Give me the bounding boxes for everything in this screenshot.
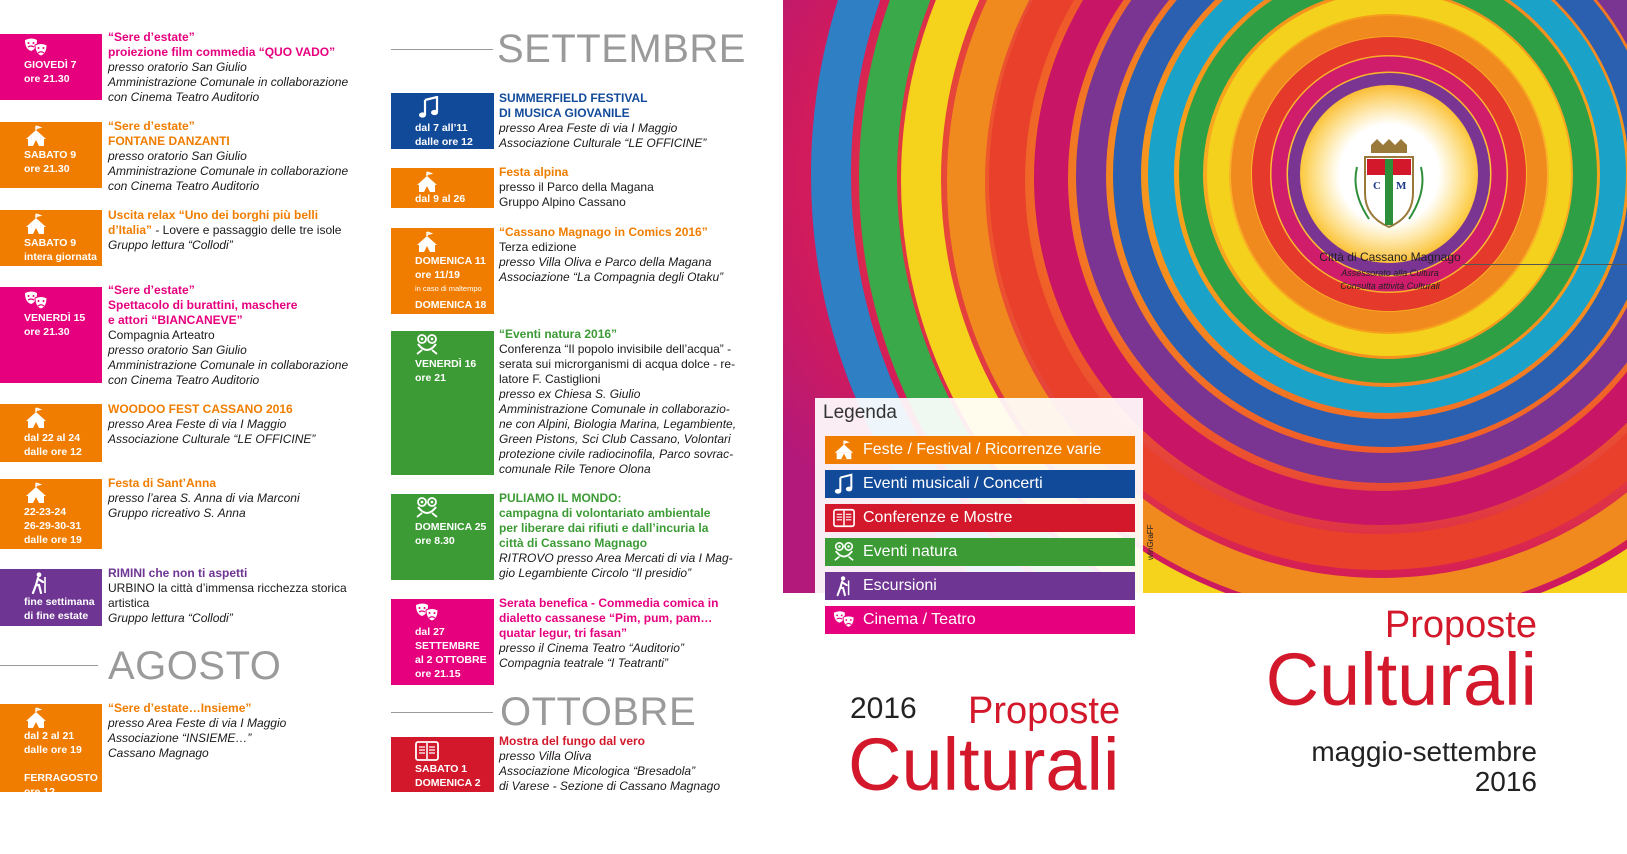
legend-item-natura	[825, 538, 1135, 566]
event-line: Gruppo ricreativo S. Anna	[108, 506, 246, 520]
event-line: con Cinema Teatro Auditorio	[108, 179, 260, 193]
event-entry	[108, 283, 368, 388]
tent-icon	[415, 231, 439, 253]
divider	[1462, 264, 1627, 265]
event-title: “Sere d’estate…Insieme”	[108, 701, 252, 715]
legend-item-feste	[825, 436, 1135, 464]
event-date-box	[0, 704, 102, 798]
tent-icon	[415, 171, 439, 193]
event-entry	[499, 734, 757, 794]
legend-item-conferenze	[825, 504, 1135, 532]
event-title: WOODOO FEST CASSANO 2016	[108, 402, 293, 416]
event-line: Gruppo lettura “Collodi”	[108, 611, 233, 625]
event-line: ne con Alpini, Biologia Marina, Legambiente,	[499, 417, 737, 431]
event-line: Gruppo lettura “Collodi”	[108, 238, 233, 252]
credit-text: wInGraFF	[1146, 524, 1155, 560]
event-date-box	[0, 122, 102, 188]
svg-text:C: C	[1373, 180, 1381, 192]
event-date: SABATO 1 DOMENICA 2	[415, 763, 481, 789]
frog-icon	[415, 497, 439, 519]
event-date-box	[0, 404, 102, 462]
event-line: Green Pistons, Sci Club Cassano, Volontari	[499, 432, 731, 446]
legend-label: Eventi natura	[863, 543, 958, 560]
legend-label: Escursioni	[863, 577, 937, 594]
event-title: Festa di Sant’Anna	[108, 476, 217, 490]
tent-icon	[24, 707, 48, 729]
event-line: di Varese - Sezione di Cassano Magnago	[499, 779, 721, 793]
event-date: VENERDÌ 15 ore 21.30	[24, 312, 86, 338]
event-date: dal 9 al 26	[415, 193, 466, 205]
event-date: GIOVEDÌ 7 ore 21.30	[24, 59, 77, 85]
book-icon	[415, 740, 439, 762]
month-rule	[391, 49, 493, 50]
event-line: presso Villa Oliva	[499, 749, 592, 763]
event-date-box	[391, 737, 494, 792]
event-title: “Sere d’estate” Spettacolo di burattini, maschere e attori “BIANCANEVE”	[108, 283, 298, 327]
event-line: Amministrazione Comunale in collaborazione	[108, 75, 349, 89]
event-title: “Sere d’estate” FONTANE DANZANTI	[108, 119, 230, 148]
event-entry	[108, 476, 368, 521]
legend-item-cinema	[825, 606, 1135, 634]
event-title: PULIAMO IL MONDO: campagna di volontariato ambientale per liberare dai rifiuti e dall’incuria la città di Cassano Magnago	[499, 491, 711, 550]
event-date-box	[391, 599, 494, 685]
event-line: Gruppo Alpino Cassano	[499, 195, 626, 209]
event-date: 22-23-24 26-29-30-31 dalle ore 19	[24, 506, 82, 546]
event-entry	[108, 119, 368, 194]
event-title: Mostra del fungo dal vero	[499, 734, 646, 748]
event-date: SABATO 9 ore 21.30	[24, 149, 77, 175]
event-line: presso oratorio San Giulio	[108, 149, 247, 163]
cover-title-top: Proposte	[1384, 604, 1537, 646]
month-heading-agosto: AGOSTO	[108, 644, 282, 688]
event-date: DOMENICA 18	[415, 299, 487, 311]
month-heading-settembre: SETTEMBRE	[497, 27, 746, 71]
event-line: presso Villa Oliva e Parco della Magana	[499, 255, 712, 269]
office-name: Assessorato alla Cultura	[1341, 268, 1439, 278]
event-date: dal 22 al 24 dalle ore 12	[24, 432, 82, 458]
legend-label: Feste / Festival / Ricorrenze varie	[863, 441, 1102, 458]
event-line: Amministrazione Comunale in collaborazio-	[499, 402, 730, 416]
month-heading-ottobre: OTTOBRE	[500, 690, 697, 734]
event-line: Associazione Culturale “LE OFFICINE”	[108, 432, 316, 446]
event-entry	[499, 165, 757, 210]
event-date: fine settimana di fine estate	[24, 596, 95, 622]
event-line: con Cinema Teatro Auditorio	[108, 373, 260, 387]
tent-icon	[24, 213, 48, 235]
event-line: presso oratorio San Giulio	[108, 60, 247, 74]
event-entry	[499, 491, 757, 581]
event-date: DOMENICA 11 ore 11/19	[415, 255, 486, 281]
event-line: latore F. Castiglioni	[499, 372, 601, 386]
event-date-box	[391, 228, 494, 314]
event-line: Amministrazione Comunale in collaborazione	[108, 164, 349, 178]
hiker-icon	[833, 575, 855, 597]
event-line: presso oratorio San Giulio	[108, 343, 247, 357]
event-line: Compagnia teatrale “I Teatranti”	[499, 656, 668, 670]
event-entry	[499, 327, 757, 477]
event-line: Amministrazione Comunale in collaborazione	[108, 358, 349, 372]
event-entry	[108, 701, 368, 761]
legend-label: Cinema / Teatro	[863, 611, 976, 628]
event-date: dal 27 SETTEMBRE al 2 OTTOBRE ore 21.15	[415, 626, 487, 680]
frog-icon	[833, 541, 855, 563]
event-title: “Eventi natura 2016”	[499, 327, 618, 341]
event-date-box	[391, 494, 494, 580]
event-title: SUMMERFIELD FESTIVAL DI MUSICA GIOVANILE	[499, 91, 648, 120]
event-line: presso il Cinema Teatro “Auditorio”	[499, 641, 684, 655]
event-date-box	[0, 287, 102, 383]
legend-label: Eventi musicali / Concerti	[863, 475, 1043, 492]
back-title-big: Culturali	[848, 723, 1120, 806]
music-note-icon	[417, 96, 441, 118]
book-icon	[833, 507, 855, 529]
event-line: RITROVO presso Area Mercati di via I Mag-	[499, 551, 733, 565]
event-title-suffix: - Lovere e passaggio delle tre isole	[152, 223, 342, 237]
event-line: gio Legambiente Circolo “Il presidio”	[499, 566, 692, 580]
month-rule	[0, 665, 98, 666]
event-date-box	[391, 168, 494, 208]
theater-masks-icon	[24, 37, 48, 59]
event-title: “Cassano Magnago in Comics 2016”	[499, 225, 708, 239]
event-date: VENERDÌ 16 ore 21	[415, 358, 477, 384]
event-line: presso Area Feste di via I Maggio	[108, 417, 287, 431]
event-entry	[108, 402, 368, 447]
coat-of-arms-icon	[1349, 137, 1429, 232]
event-line: con Cinema Teatro Auditorio	[108, 90, 260, 104]
event-line: comunale Rile Tenore Olona	[499, 462, 651, 476]
event-date: SABATO 9 intera giornata	[24, 237, 97, 263]
event-date-box	[0, 210, 102, 266]
month-rule	[391, 712, 493, 713]
office-name: Consulta attività Culturali	[1340, 281, 1440, 291]
music-note-icon	[833, 473, 855, 495]
tent-icon	[24, 407, 48, 429]
event-date: dal 7 all’11 dalle ore 12	[415, 122, 473, 148]
theater-masks-icon	[24, 290, 48, 312]
event-line: Associazione “INSIEME…”	[108, 731, 252, 745]
event-date-box	[391, 331, 494, 475]
tent-icon	[24, 482, 48, 504]
back-year: 2016	[850, 692, 917, 725]
event-entry	[108, 30, 368, 105]
event-title: Festa alpina	[499, 165, 569, 179]
theater-masks-icon	[833, 609, 855, 631]
legend-item-escursioni	[825, 572, 1135, 600]
event-date-box	[0, 569, 102, 626]
event-entry	[499, 596, 757, 671]
legend-label: Conferenze e Mostre	[863, 509, 1013, 526]
event-line: serata sui microrganismi di acqua dolce - re-	[499, 357, 736, 371]
event-date-box	[0, 479, 102, 549]
cover-period: maggio-settembre	[1311, 736, 1537, 767]
event-line: presso ex Chiesa S. Giulio	[499, 387, 641, 401]
event-line: Associazione Culturale “LE OFFICINE”	[499, 136, 707, 150]
cover-year: 2016	[1474, 766, 1537, 797]
event-title: Uscita relax “Uno dei borghi più belli d’Italia”	[108, 208, 319, 237]
event-date-note: in caso di maltempo	[415, 284, 482, 293]
event-line: presso l’area S. Anna di via Marconi	[108, 491, 300, 505]
event-line: artistica	[108, 596, 150, 610]
event-line: Associazione Micologica “Bresadola”	[499, 764, 696, 778]
city-name: Città di Cassano Magnago	[1319, 250, 1461, 264]
frog-icon	[415, 334, 439, 356]
event-line: Terza edizione	[499, 240, 577, 254]
back-title-top: Proposte	[968, 690, 1121, 732]
cover-title-big: Culturali	[1265, 638, 1537, 721]
event-line: Compagnia Arteatro	[108, 328, 215, 342]
hiker-icon	[28, 572, 52, 594]
event-date: dal 2 al 21 dalle ore 19 FERRAGOSTO ore 12	[24, 730, 98, 798]
event-line: Conferenza “Il popolo invisibile dell’acqua” -	[499, 342, 732, 356]
event-entry	[108, 566, 368, 626]
event-line: URBINO la città d’immensa ricchezza storica	[108, 581, 347, 595]
event-line: Associazione “La Compagnia degli Otaku”	[499, 270, 724, 284]
event-title: Serata benefica - Commedia comica in dialetto cassanese “Pim, pum, pam… quatar legur, tri fasan”	[499, 596, 719, 640]
event-entry	[499, 91, 757, 151]
event-line: Cassano Magnago	[108, 746, 209, 760]
event-entry	[499, 225, 757, 285]
tent-icon	[833, 439, 855, 461]
legend-item-musica	[825, 470, 1135, 498]
event-line: presso Area Feste di via I Maggio	[108, 716, 287, 730]
event-line: presso il Parco della Magana	[499, 180, 654, 194]
event-line: protezione civile radiocinofila, Parco sovrac-	[499, 447, 734, 461]
event-date-box	[391, 93, 494, 149]
event-entry	[108, 208, 368, 253]
event-date-box	[0, 34, 102, 100]
event-date: DOMENICA 25 ore 8.30	[415, 521, 487, 547]
theater-masks-icon	[415, 602, 439, 624]
event-line: presso Area Feste di via I Maggio	[499, 121, 678, 135]
legend-title: Legenda	[823, 402, 897, 423]
event-title: RIMINI che non ti aspetti	[108, 566, 248, 580]
svg-text:M: M	[1396, 180, 1407, 192]
event-title: “Sere d’estate” proiezione film commedia “QUO VADO”	[108, 30, 336, 59]
tent-icon	[24, 125, 48, 147]
